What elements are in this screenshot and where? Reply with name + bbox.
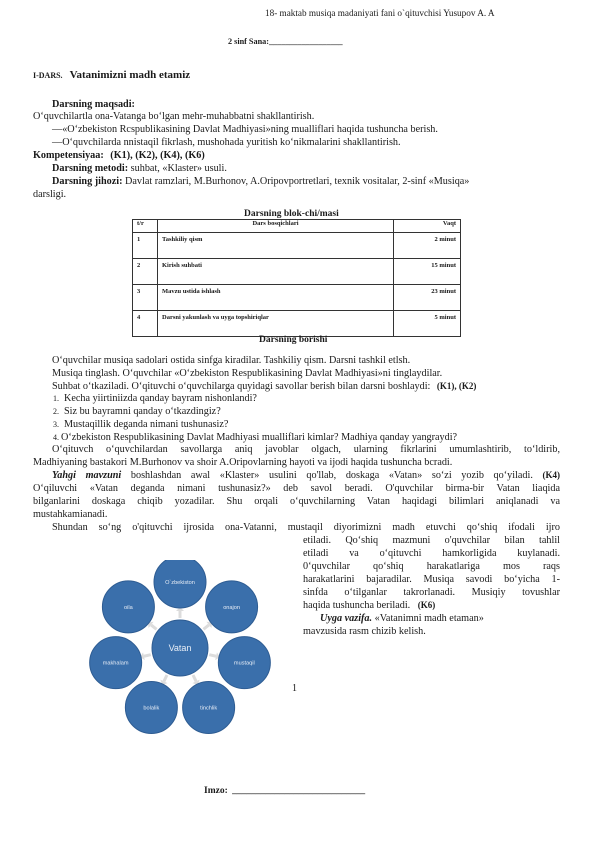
process-para-1: O‘quvchilar musiqa sadolari ostida sinfga kiradilar. Tashkiliy qism. Darsni tashkil etlsh. — [52, 355, 411, 366]
cluster-node-label: makhalam — [102, 660, 129, 667]
right-col-line-6-tag: (K6) — [417, 600, 436, 610]
question-text: Mustaqillik deganda nimani tushunasiz? — [64, 419, 229, 430]
cluster-node-label: onajon — [223, 604, 241, 611]
new-topic-tag: (K4) — [542, 470, 561, 480]
table-row — [133, 311, 461, 337]
table-header-row — [133, 220, 461, 233]
table-cell: 15 minut — [394, 259, 461, 285]
table-cell: Kirish suhbati — [158, 259, 394, 285]
table-cell: 1 — [133, 233, 158, 259]
question-number: 2. — [53, 407, 59, 416]
table-header-cell: t/r — [133, 220, 158, 233]
process-para-4b: Madhiyaning bastakori M.Burhonov va shoir A.Oripovlarning hayoti va ijodi haqida tushuncha bcradi. — [33, 457, 453, 468]
question-text: O‘zbekiston Respublikasining Davlat Madhiyasi mualliflari kimlar? Madhiya qanday yangraydi? — [61, 432, 458, 443]
goal-line-3: —O‘quvchilarda nnistaqil fikrlash, mushohada yuritish ko‘nikmalarini shakllantirish. — [52, 137, 401, 148]
process-para-6: Shundan so‘ng o'qituvchi ijrosida ona-Vatanni, mustaqil diyorimizni madh etuvchi qo‘shiq ifodali ijro — [52, 522, 560, 533]
method-value: suhbat, «Klaster» usuli. — [130, 163, 227, 174]
question-4 — [53, 432, 457, 443]
method-label: Darsning metodi: — [52, 163, 129, 174]
process-para-4a: O‘qituvch o‘quvchilardan savollarga aniq javoblar olgach, ularning fikrlarini umumlashtirib, to‘ldirib, — [52, 444, 560, 455]
question-text: Kecha yiirtiniizda qanday bayram nishonlandi? — [64, 393, 257, 404]
cluster-arrow — [193, 675, 196, 681]
new-topic-label: Yahgi mavzuni — [52, 470, 122, 481]
homework-line — [320, 613, 484, 624]
homework-label: Uyga vazifa. — [320, 613, 373, 624]
homework-text: «Vatanimni madh etaman» — [374, 613, 484, 624]
table-row — [133, 285, 461, 311]
right-col-line-5: sinfda o‘tilganlar takrorlanadi. Musiqiy tovushlar — [303, 587, 560, 598]
cluster-center-label: Vatan — [168, 643, 192, 653]
cluster-arrow — [151, 625, 156, 629]
table-cell: 3 — [133, 285, 158, 311]
table-cell: 2 minut — [394, 233, 461, 259]
right-col-line-6 — [303, 600, 435, 611]
competence-line — [33, 150, 205, 161]
table-cell: 23 minut — [394, 285, 461, 311]
cluster-node-label: bolalik — [143, 705, 160, 712]
table-cell: 2 — [133, 259, 158, 285]
process-para-5c: bilganlarini doskaga chiqib yozadilar. Shu orqali o‘quvchilarning Vatan haqidagi bilimlari aniqlanadi va — [33, 496, 560, 507]
right-col-line-3: 0‘quvchilar qo‘shiq harakatlariga mos raqs — [303, 561, 560, 572]
cluster-arrow — [164, 675, 167, 681]
table-header-cell: Vaqt — [394, 220, 461, 233]
process-para-3-text: Suhbat o‘tkaziladi. O‘qituvchi o‘quvchilarga quyidagi savollar berish bilan darsni boshlaydi: — [52, 381, 431, 392]
process-para-5d: mustahkamianadi. — [33, 509, 108, 520]
process-para-2: Musiqa tinglash. O‘quvchilar «O‘zbekiston Respublikasining Davlat Madhiyasi»ni tinglaydilar. — [52, 368, 443, 379]
lesson-label: I-DARS. — [33, 71, 63, 80]
cluster-node-label: tinchlik — [200, 705, 218, 712]
lesson-heading — [33, 65, 190, 83]
table-cell: Darsni yakunlash va uyga topshiriqlar — [158, 311, 394, 337]
cluster-node-label: O`zbekiston — [165, 580, 195, 586]
question-2 — [53, 406, 221, 417]
question-number: 1. — [53, 394, 59, 403]
plan-title: Darsning blok-chi/masi — [244, 209, 339, 219]
table-cell: 5 minut — [394, 311, 461, 337]
right-col-line-2: etiladi va o‘qituvchi hamkorligida kuylanadi. — [303, 548, 560, 559]
class-date-line: 2 sinf Sana:__________________ — [228, 37, 343, 46]
cluster-arrow — [209, 655, 216, 657]
process-heading: Darsning borishi — [259, 335, 328, 345]
signature-underline: ____________________________ — [232, 786, 366, 796]
table-cell: 4 — [133, 311, 158, 337]
cluster-node-label: oila — [124, 604, 133, 611]
equipment-label: Darsning jihozi: — [52, 176, 123, 187]
equipment-value: Davlat ramzlari, M.Burhonov, A.Oripovportretlari, texnik vositalar, 2-sinf «Musiqa» — [125, 176, 470, 187]
right-col-line-4: harakatlarini bajaradilar. Musiqa savodi bo‘yicha 1- — [303, 574, 560, 585]
goals-heading: Darsning maqsadi: — [52, 99, 135, 110]
process-para-3 — [52, 381, 476, 392]
table-cell: Mavzu ustida ishlash — [158, 285, 394, 311]
question-3 — [53, 419, 228, 430]
table-header-cell: Dars bosqichlari — [158, 220, 394, 233]
table-cell: Tashkiliy qism — [158, 233, 394, 259]
cluster-arrow — [203, 625, 208, 629]
goal-line-1: O‘quvchilartla ona-Vatanga bo‘lgan mehr-muhabbatni shakllantirish. — [33, 111, 315, 122]
equipment-line — [52, 176, 469, 187]
process-para-5b: O‘qiluvchi «Vatan deganda nimani tushunasiz?» deb savol beradi. O'quvchilar birma-bir Vatan liaqida — [33, 483, 560, 494]
cluster-nodes — [90, 560, 271, 733]
signature-label: Imzo: — [204, 786, 228, 796]
header-title: 18- maktab musiqa madaniyati fani o`qituvchisi Yusupov A. A — [265, 8, 495, 18]
equipment-continuation: darsligi. — [33, 189, 67, 200]
competence-value: (K1), (K2), (K4), (K6) — [110, 150, 205, 161]
homework-line-2: mavzusida rasm chizib kelish. — [303, 626, 426, 637]
process-para-5a — [52, 470, 560, 481]
right-col-line-1: etiladi. Qo‘shiq mazmuni o'quvchilar bilan tahlil — [303, 535, 560, 546]
process-para-3-tag: (K1), (K2) — [436, 381, 477, 391]
question-text: Siz bu bayramni qanday o‘tkazdingiz? — [64, 406, 221, 417]
vatan-cluster-diagram — [75, 560, 285, 750]
lesson-plan-table — [132, 219, 461, 337]
new-topic-text: boshlashdan awal «Klaster» usulini qo'llab, doskaga «Vatan» so‘zi yozib qo‘yiladi. — [130, 470, 533, 481]
cluster-node-label: mustaqil — [233, 660, 255, 667]
question-number: 3. — [53, 420, 59, 429]
lesson-title: Vatanimizni madh etamiz — [69, 69, 191, 81]
goal-line-2: —«O‘zbekiston Rcspublikasining Davlat Madhiyasi»ning mualliflari haqida tushuncha berish. — [52, 124, 438, 135]
page-number: 1 — [292, 683, 297, 694]
table-row — [133, 233, 461, 259]
competence-label: Kompetensiyaa: — [33, 150, 104, 161]
signature-line — [204, 786, 365, 796]
question-1 — [53, 393, 257, 404]
right-col-line-6-text: haqida tushuncha beriladi. — [303, 600, 411, 611]
method-line — [52, 163, 227, 174]
cluster-arrow — [144, 655, 151, 657]
table-row — [133, 259, 461, 285]
question-number: 4. — [53, 433, 59, 442]
